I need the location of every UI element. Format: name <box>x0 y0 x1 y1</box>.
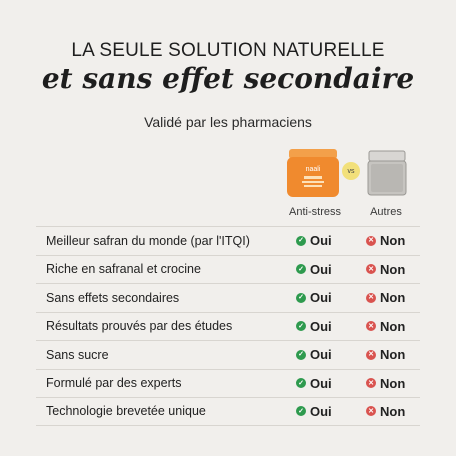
yes-value: Oui <box>310 233 332 249</box>
no-value: Non <box>380 290 406 306</box>
row-label: Meilleur safran du monde (par l'ITQI) <box>46 233 250 248</box>
x-circle-icon: ✕ <box>366 236 376 246</box>
no-cell <box>366 398 405 425</box>
yes-cell <box>296 370 332 398</box>
yes-value: Oui <box>310 403 332 419</box>
yes-cell <box>296 256 332 284</box>
vs-badge: vs <box>342 162 360 180</box>
row-label: Sans effets secondaires <box>46 290 180 305</box>
no-cell <box>366 370 405 398</box>
no-cell <box>366 284 405 312</box>
yes-value: Oui <box>310 290 332 306</box>
yes-value: Oui <box>310 347 332 363</box>
no-value: Non <box>380 375 406 391</box>
no-value: Non <box>380 261 406 277</box>
column-header-autres: Autres <box>370 206 402 218</box>
table-row <box>36 312 420 341</box>
x-circle-icon: ✕ <box>366 321 376 331</box>
heading-line1: LA SEULE SOLUTION NATURELLE <box>71 40 385 61</box>
x-circle-icon: ✕ <box>366 406 376 416</box>
check-circle-icon: ✓ <box>296 321 306 331</box>
check-circle-icon: ✓ <box>296 378 306 388</box>
table-row <box>36 369 420 398</box>
subtitle: Validé par les pharmaciens <box>144 114 312 130</box>
row-label: Technologie brevetée unique <box>46 404 206 419</box>
product-brand: naali <box>305 166 321 173</box>
x-circle-icon: ✕ <box>366 378 376 388</box>
check-circle-icon: ✓ <box>296 406 306 416</box>
comparison-table <box>36 226 420 426</box>
yes-value: Oui <box>310 375 332 391</box>
yes-value: Oui <box>310 318 332 334</box>
check-circle-icon: ✓ <box>296 236 306 246</box>
product-jar-image <box>286 147 340 199</box>
yes-value: Oui <box>310 261 332 277</box>
table-row <box>36 340 420 369</box>
yes-cell <box>296 227 332 255</box>
no-cell <box>366 227 405 255</box>
check-circle-icon: ✓ <box>296 293 306 303</box>
table-row <box>36 283 420 312</box>
row-label: Formulé par des experts <box>46 376 182 391</box>
no-cell <box>366 256 405 284</box>
yes-cell <box>296 341 332 369</box>
x-circle-icon: ✕ <box>366 350 376 360</box>
check-circle-icon: ✓ <box>296 350 306 360</box>
column-header-anti-stress: Anti-stress <box>289 206 341 218</box>
table-row <box>36 226 420 255</box>
no-value: Non <box>380 347 406 363</box>
x-circle-icon: ✕ <box>366 264 376 274</box>
check-circle-icon: ✓ <box>296 264 306 274</box>
table-row <box>36 397 420 426</box>
row-label: Résultats prouvés par des études <box>46 319 233 334</box>
table-row <box>36 255 420 284</box>
yes-cell <box>296 313 332 341</box>
heading-line2: et sans effet secondaire <box>41 62 415 95</box>
no-cell <box>366 313 405 341</box>
row-label: Sans sucre <box>46 347 109 362</box>
yes-cell <box>296 398 332 425</box>
no-cell <box>366 341 405 369</box>
no-value: Non <box>380 233 406 249</box>
no-value: Non <box>380 318 406 334</box>
other-jar-image <box>367 150 407 196</box>
no-value: Non <box>380 403 406 419</box>
yes-cell <box>296 284 332 312</box>
row-label: Riche en safranal et crocine <box>46 262 201 277</box>
x-circle-icon: ✕ <box>366 293 376 303</box>
